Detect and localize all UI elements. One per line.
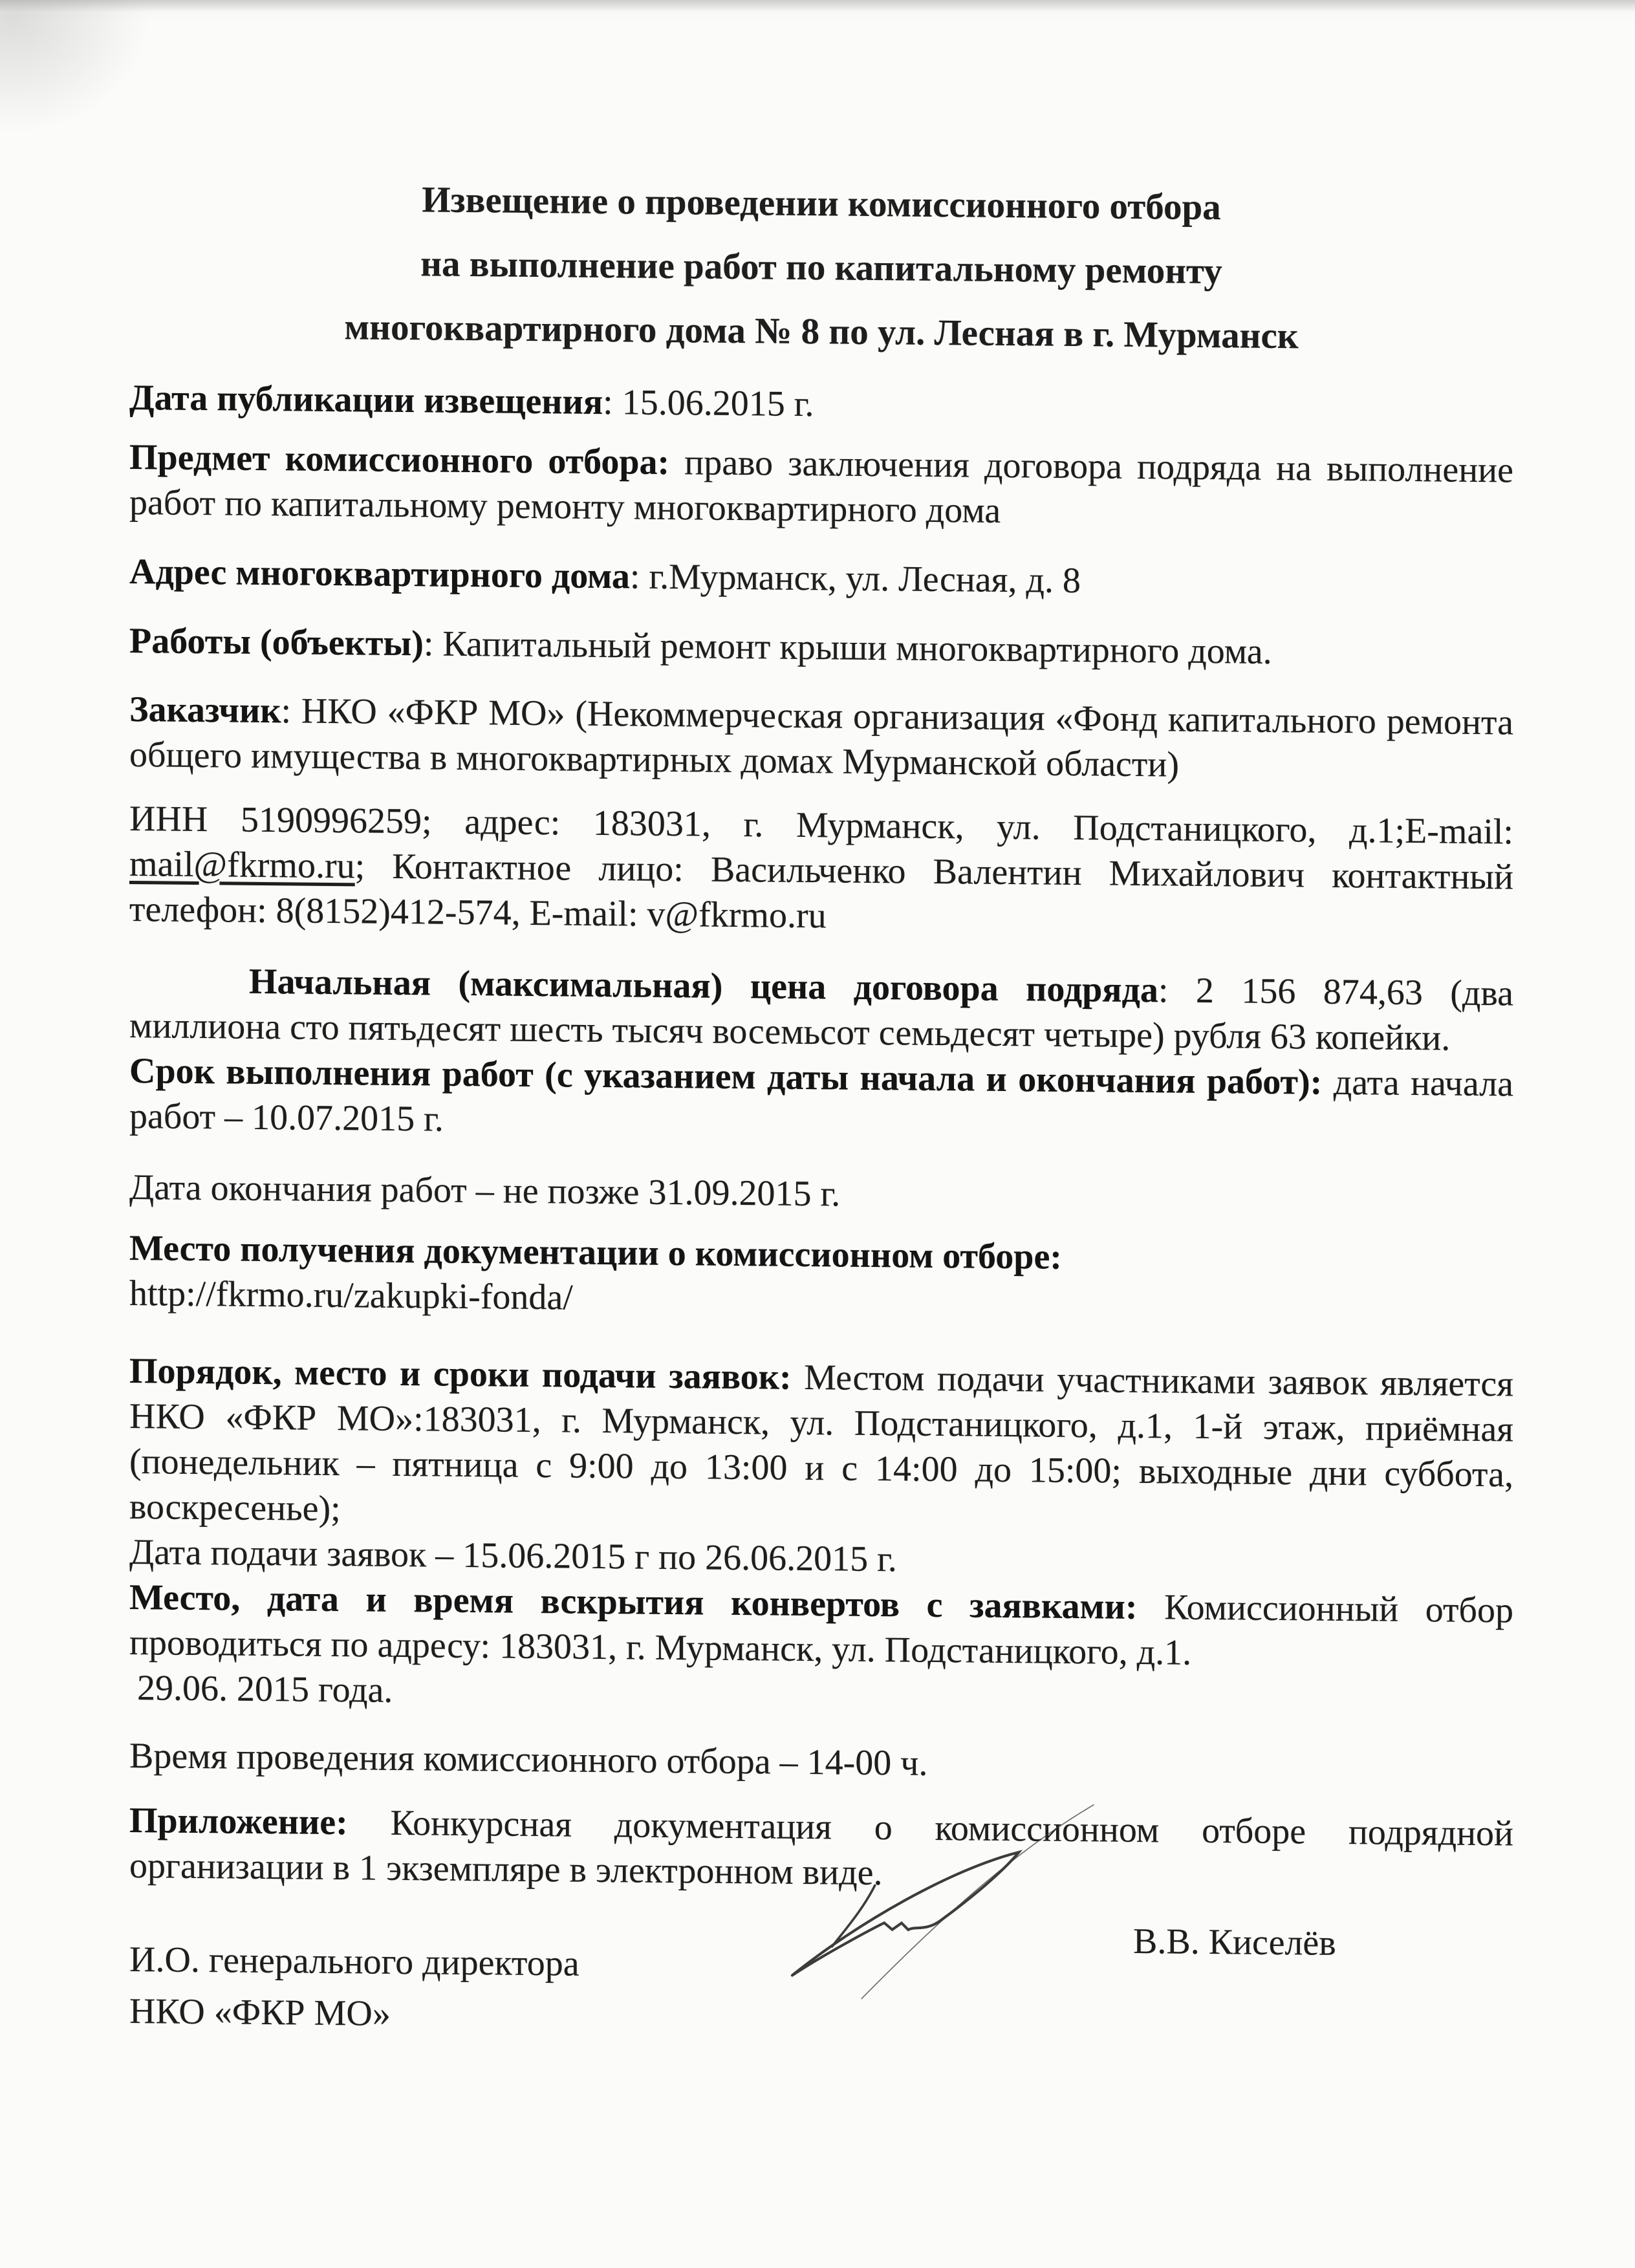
work-period-value: дата начала работ – 10.07.2015 г. [129,1062,1513,1139]
signer-name: В.В. Киселёв [1133,1921,1336,1963]
envelope-opening-label: Место, дата и время вскрытия конвертов с заявками: [129,1577,1138,1627]
paragraph-subject [129,435,1513,539]
paragraph-contract-price [129,958,1513,1062]
customer-value: : НКО «ФКР МО» (Некоммерческая организация «Фонд капитального ремонта общего имущества в многоквартирных домах Мурманской области) [129,691,1513,785]
works-value: : Капитальный ремонт крыши многоквартирного дома. [423,623,1272,672]
subject-label: Предмет комиссионного отбора: [129,437,670,483]
publication-date-value: : 15.06.2015 г. [603,382,814,425]
work-period-label: Срок выполнения работ (с указанием даты начала и окончания работ): [129,1051,1323,1103]
signer-position-line-2: НКО «ФКР МО» [129,1991,391,2034]
contract-price-label: Начальная (максимальная) цена договора подряда [249,961,1158,1011]
contact-person-text: ; Контактное лицо: Васильченко Валентин Михайлович контактный телефон: 8(8152)412-574, E-mail: v@fkrmo.ru [129,846,1513,936]
paragraph-documentation-place [129,1226,1513,1330]
paragraph-submission-dates: Дата подачи заявок – 15.06.2015 г по 26.06.2015 г. [129,1532,897,1580]
signer-position-line-1: И.О. генерального директора [129,1939,579,1984]
document-title [129,165,1513,371]
documentation-url: http://fkrmo.ru/zakupki-fonda/ [129,1273,573,1318]
submission-procedure-label: Порядок, место и сроки подачи заявок: [129,1351,792,1398]
paragraph-envelope-opening [129,1575,1513,1679]
handwritten-signature-icon [776,1791,1112,2008]
contract-price-value: : 2 156 874,63 (два миллиона сто пятьдесят шесть тысяч восемьсот семьдесят четыре) рубля 63 копейки. [129,970,1513,1059]
paragraph-works [129,618,1513,677]
address-value: : г.Мурманск, ул. Лесная, д. 8 [629,556,1081,601]
scanner-corner-artifact [0,0,168,149]
document-body [129,165,1513,2167]
attachment-label: Приложение: [129,1800,348,1843]
title-line-1: Извещение о проведении комиссионного отбора [422,179,1221,228]
address-label: Адрес многоквартирного дома [129,552,630,597]
paragraph-end-date: Дата окончания работ – не позже 31.09.2015 г. [129,1167,841,1215]
attachment-value: Конкурсная документация о комиссионном отборе подрядной организации в 1 экземпляре в электронном виде. [129,1802,1513,1894]
email-link: mail@fkrmo.ru [129,844,355,887]
paragraph-opening-time: Время проведения комиссионного отбора – 14-00 ч. [129,1736,928,1784]
scanner-edge-shadow [0,0,1635,22]
paragraph-work-period [129,1048,1513,1152]
customer-label: Заказчик [129,689,281,731]
envelope-opening-value: Комиссионный отбор проводиться по адресу: 183031, г. Мурманск, ул. Подстаницкого, д.1. [129,1586,1513,1673]
subject-value: право заключения договора подряда на выполнение работ по капитальному ремонту многоквартирного дома [129,442,1513,531]
inn-address-text: ИНН 5190996259; адрес: 183031, г. Мурманск, ул. Подстаницкого, д.1;E-mail: [129,799,1513,852]
title-line-2: на выполнение работ по капитальному ремонту [420,243,1222,292]
paragraph-submission-procedure [129,1348,1513,1543]
publication-date-label: Дата публикации извещения [129,378,603,423]
paragraph-publication-date [129,375,1513,434]
paragraph-inn-contacts [129,796,1513,945]
works-label: Работы (объекты) [129,621,424,664]
submission-procedure-value: Местом подачи участниками заявок является НКО «ФКР МО»:183031, г. Мурманск, ул. Подстаницкого, д.1, 1-й этаж, приёмная (понедельник – пятница с 9:00 до 13:00 и с 14:00 до 15:00; выходные дни суббота, воскресенье); [129,1357,1513,1529]
paragraph-address [129,549,1513,608]
signature-block [129,1921,1513,2167]
paragraph-opening-date: 29.06. 2015 года. [137,1668,393,1711]
paragraph-customer [129,687,1513,791]
title-line-3: многоквартирного дома № 8 по ул. Лесная в г. Мурманск [344,307,1299,357]
documentation-place-label: Место получения документации о комиссионном отборе: [129,1228,1062,1277]
